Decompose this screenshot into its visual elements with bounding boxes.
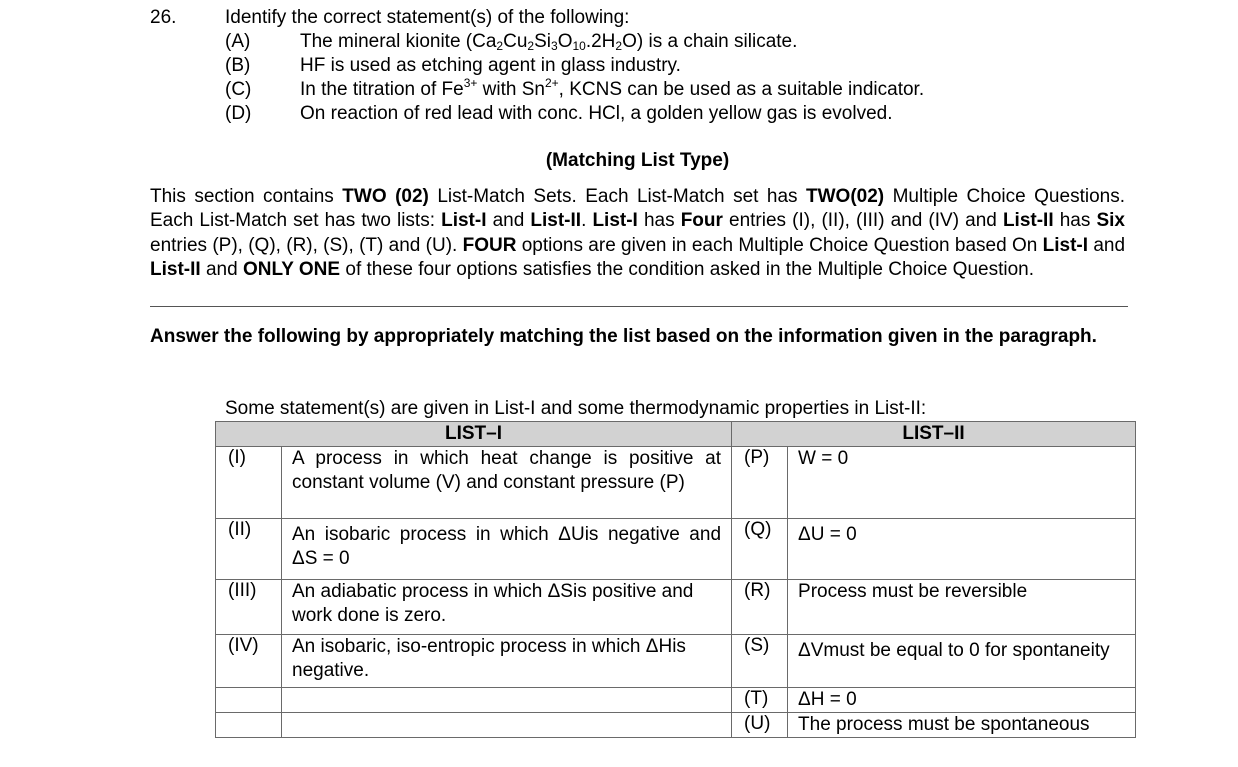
table-row: [216, 447, 1136, 519]
option-text: The mineral kionite $(Ca_2Cu_2Si_3O_{10}.2H_2O)$ is a chain silicate.: [300, 31, 798, 53]
list-1-label: [216, 688, 282, 713]
table-row: [216, 635, 1136, 688]
section-divider: [150, 306, 1128, 307]
list-2-text: The process must be spontaneous: [788, 713, 1136, 738]
table-row: [216, 519, 1136, 580]
question-number: 26.: [150, 7, 177, 28]
list-2-text: Process must be reversible: [788, 580, 1136, 635]
list-2-label: (P): [732, 447, 788, 519]
list-2-label: (Q): [732, 519, 788, 580]
section-instructions: This section contains TWO (02) List-Match Sets. Each List-Match set has TWO(02) Multiple Choice Questions. Each List-Match set has two lists: List-I and List-II. List-I has Four entries (I), (II), (III) and (IV) and List-II has Six entries (P), (Q), (R), (S), (T) and (U). FOUR options are given in each Multiple Choice Question based On List-I and List-II and ONLY ONE of these four options satisfies the condition asked in the Multiple Choice Question.: [150, 186, 1126, 280]
question-stem: Identify the correct statement(s) of the following:: [225, 7, 630, 28]
list-1-text: An isobaric process in which ΔUis negative and ΔS = 0: [282, 519, 732, 580]
section-heading: (Matching List Type): [545, 150, 730, 171]
list-1-text: [282, 688, 732, 713]
table-intro: Some statement(s) are given in List-I and some thermodynamic properties in List-II:: [225, 398, 927, 419]
option-text: On reaction of red lead with conc. HCl, a golden yellow gas is evolved.: [300, 103, 893, 124]
list-1-text: An isobaric, iso-entropic process in which ΔHis negative.: [282, 635, 732, 688]
option-text: In the titration of $Fe^{3+}$ with $Sn^{2+}$, KCNS can be used as a suitable indicator.: [300, 76, 925, 100]
list-2-text: ΔU = 0: [788, 519, 1136, 580]
table-row: [216, 580, 1136, 635]
list-2-label: (R): [732, 580, 788, 635]
table-row: [216, 713, 1136, 738]
paragraph-instruction: Answer the following by appropriately matching the list based on the information given in the paragraph.: [150, 326, 1097, 347]
option-text: HF is used as etching agent in glass industry.: [300, 55, 681, 76]
option-label: (D): [225, 103, 252, 124]
option-label: (B): [225, 55, 251, 76]
list-1-text: An adiabatic process in which ΔSis positive and work done is zero.: [282, 580, 732, 635]
list-1-header: LIST–I: [216, 422, 732, 447]
matching-table: [215, 421, 1136, 738]
list-2-label: (T): [732, 688, 788, 713]
list-1-label: (II): [216, 519, 282, 580]
option-label: (C): [225, 79, 252, 100]
option-label: (A): [225, 31, 251, 52]
list-2-text: ΔH = 0: [788, 688, 1136, 713]
list-1-label: [216, 713, 282, 738]
list-1-label: (I): [216, 447, 282, 519]
list-1-label: (IV): [216, 635, 282, 688]
list-1-text: [282, 713, 732, 738]
list-2-label: (S): [732, 635, 788, 688]
list-1-label: (III): [216, 580, 282, 635]
list-2-text: ΔVmust be equal to 0 for spontaneity: [788, 635, 1136, 688]
table-row: [216, 688, 1136, 713]
table-header-row: [216, 422, 1136, 447]
list-1-text: A process in which heat change is positive at constant volume (V) and constant pressure (P): [282, 447, 732, 519]
list-2-text: W = 0: [788, 447, 1136, 519]
list-2-label: (U): [732, 713, 788, 738]
list-2-header: LIST–II: [732, 422, 1136, 447]
